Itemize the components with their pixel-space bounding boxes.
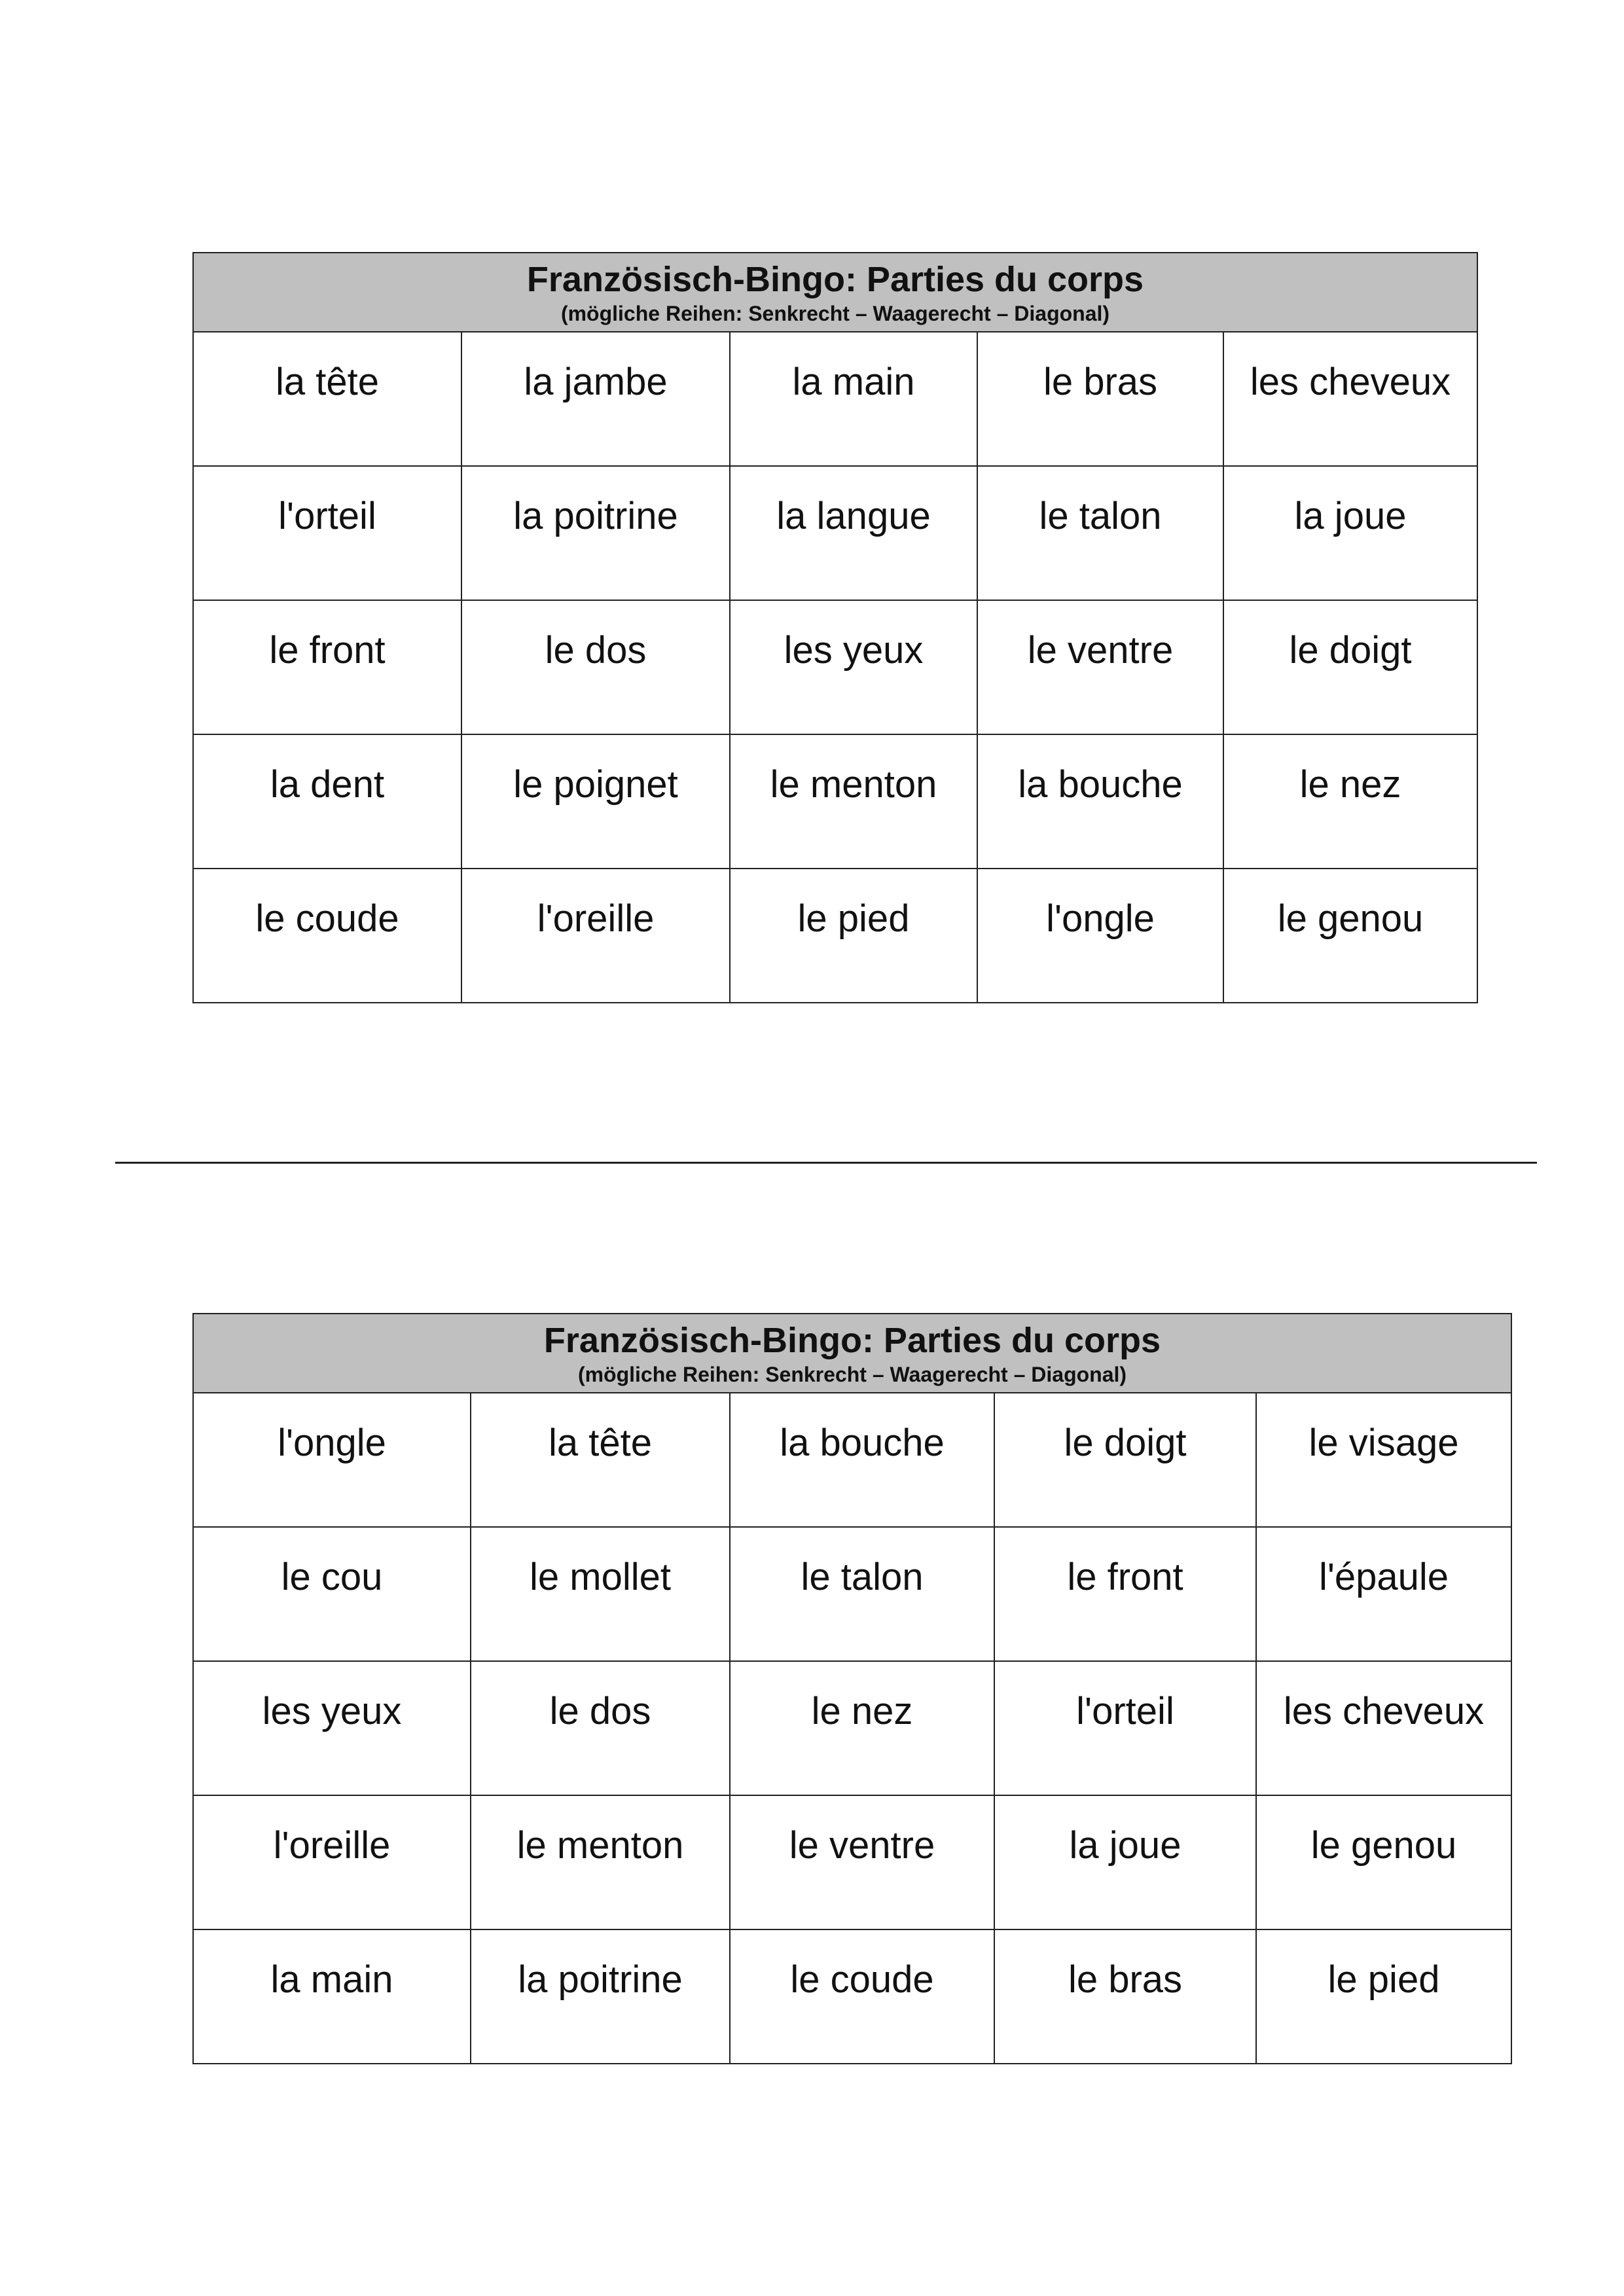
bingo-cell: le mollet [471,1527,730,1661]
bingo-cell: le doigt [994,1393,1256,1527]
bingo-cell: le dos [461,600,730,734]
bingo-cell: la langue [730,466,977,600]
table-row [193,1929,1511,2064]
bingo-cell: le menton [730,734,977,869]
card-header [193,253,1477,332]
bingo-cell: le pied [730,869,977,1003]
bingo-cell: l'oreille [461,869,730,1003]
bingo-cell: l'oreille [193,1795,471,1929]
bingo-cell: la bouche [977,734,1223,869]
bingo-cell: la poitrine [471,1929,730,2064]
bingo-cell: la main [730,332,977,466]
bingo-cell: le visage [1256,1393,1511,1527]
table-row [193,466,1477,600]
bingo-cell: le talon [730,1527,994,1661]
bingo-cell: l'épaule [1256,1527,1511,1661]
bingo-cell: le coude [193,869,461,1003]
bingo-cell: le genou [1256,1795,1511,1929]
table-row [193,1527,1511,1661]
bingo-cell: la poitrine [461,466,730,600]
table-row [193,1393,1511,1527]
bingo-cell: la tête [193,332,461,466]
bingo-cell: le bras [994,1929,1256,2064]
bingo-cell: le nez [730,1661,994,1795]
bingo-cell: les yeux [730,600,977,734]
bingo-cell: la joue [1223,466,1477,600]
table-row [193,1661,1511,1795]
bingo-cell: le cou [193,1527,471,1661]
bingo-cell: le menton [471,1795,730,1929]
bingo-cell: le poignet [461,734,730,869]
bingo-cell: la jambe [461,332,730,466]
table-row [193,734,1477,869]
bingo-cell: la bouche [730,1393,994,1527]
bingo-cell: le front [994,1527,1256,1661]
bingo-card-2 [192,1313,1512,2064]
bingo-cell: le pied [1256,1929,1511,2064]
card-subtitle: (mögliche Reihen: Senkrecht – Waagerecht – Diagonal) [577,1362,1127,1386]
bingo-cell: le ventre [977,600,1223,734]
bingo-cell: le dos [471,1661,730,1795]
card-title: Französisch-Bingo: Parties du corps [543,1320,1161,1360]
table-row [193,332,1477,466]
bingo-cell: les yeux [193,1661,471,1795]
bingo-cell: l'orteil [193,466,461,600]
card-title: Französisch-Bingo: Parties du corps [526,259,1144,299]
bingo-cell: la tête [471,1393,730,1527]
bingo-cell: l'orteil [994,1661,1256,1795]
card-subtitle: (mögliche Reihen: Senkrecht – Waagerecht – Diagonal) [560,301,1110,325]
bingo-cell: l'ongle [977,869,1223,1003]
table-row [193,600,1477,734]
bingo-cell: la dent [193,734,461,869]
bingo-cell: le ventre [730,1795,994,1929]
bingo-cell: la main [193,1929,471,2064]
bingo-cell: le talon [977,466,1223,600]
table-row [193,1795,1511,1929]
bingo-cell: le genou [1223,869,1477,1003]
bingo-cell: les cheveux [1256,1661,1511,1795]
table-row [193,869,1477,1003]
bingo-cell: le bras [977,332,1223,466]
bingo-cell: l'ongle [193,1393,471,1527]
bingo-cell: le doigt [1223,600,1477,734]
cut-line [115,1162,1537,1164]
bingo-cell: les cheveux [1223,332,1477,466]
card-header [193,1314,1511,1393]
bingo-cell: la joue [994,1795,1256,1929]
bingo-cell: le nez [1223,734,1477,869]
bingo-cell: le front [193,600,461,734]
bingo-cell: le coude [730,1929,994,2064]
bingo-card-1 [192,252,1478,1003]
